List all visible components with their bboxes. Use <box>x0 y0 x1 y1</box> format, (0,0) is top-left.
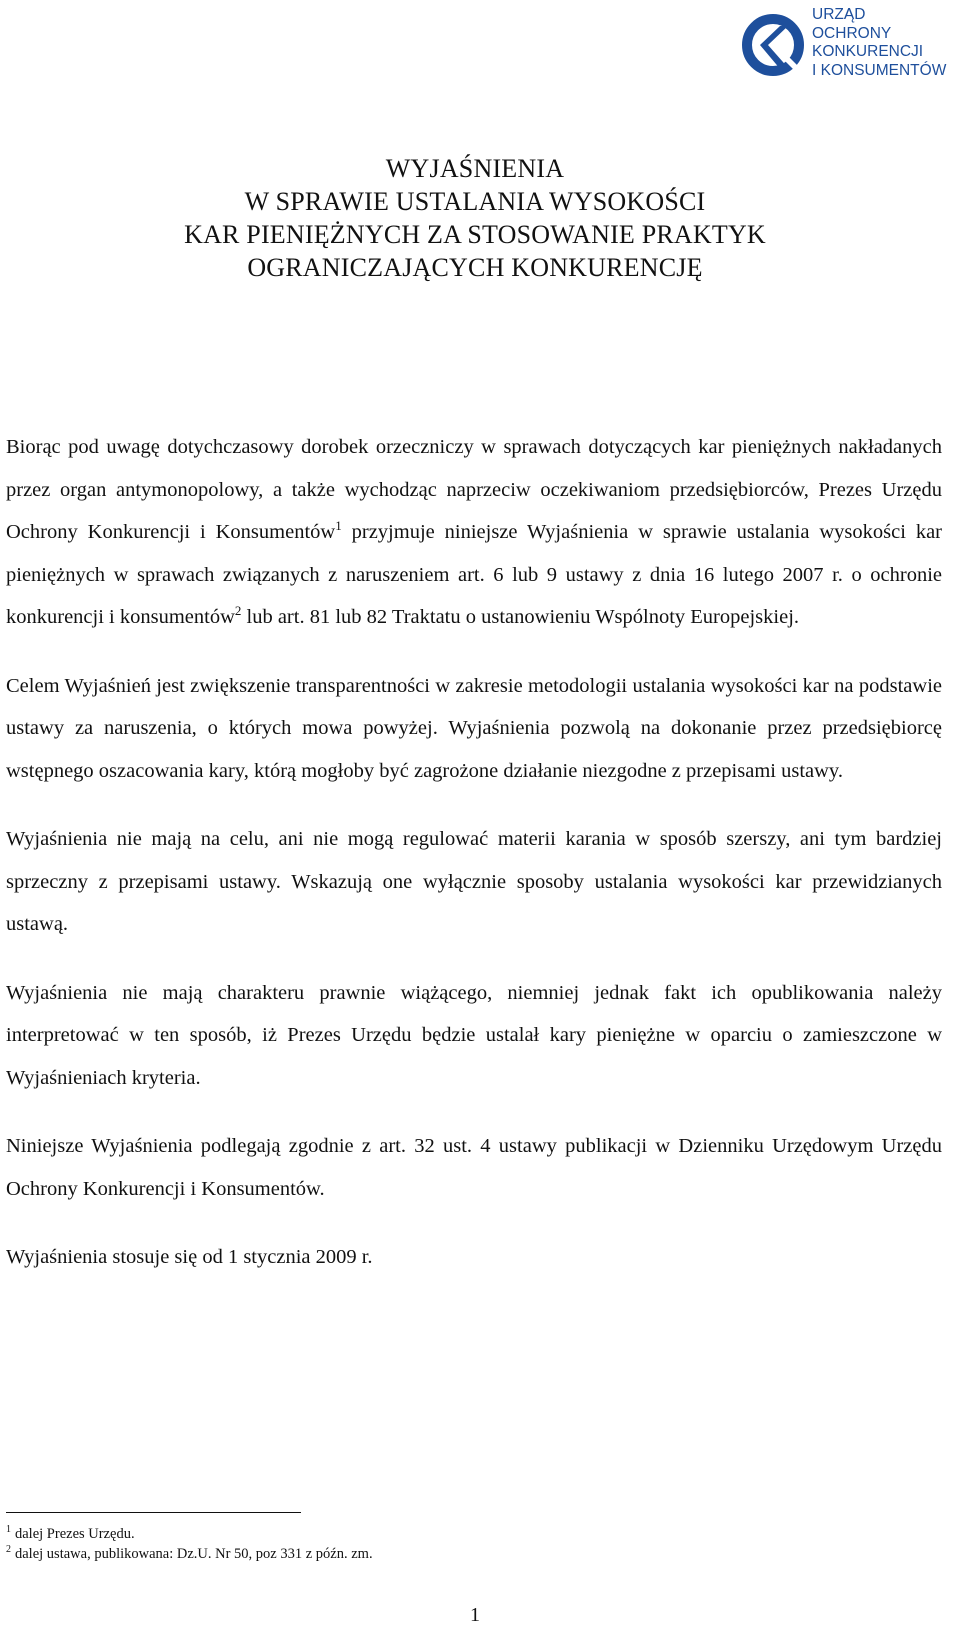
logo-wordmark <box>812 6 946 80</box>
footnote-ref-1[interactable]: 1 <box>335 518 342 533</box>
footnote-1-text: dalej Prezes Urzędu. <box>15 1526 135 1542</box>
footnote-2-number: 2 <box>6 1544 11 1555</box>
footnote-ref-2[interactable]: 2 <box>234 603 242 618</box>
footnote-2-text: dalej ustawa, publikowana: Dz.U. Nr 50, poz 331 z późn. zm. <box>15 1546 373 1562</box>
uokik-logo <box>738 4 958 84</box>
paragraph-6: Wyjaśnienia stosuje się od 1 stycznia 2009 r. <box>6 1246 373 1268</box>
footnote-1-number: 1 <box>6 1524 11 1535</box>
paragraph-1-part-a: Biorąc pod uwagę dotychczasowy dorobek orzeczniczy w sprawach dotyczących kar pieniężnych nakładanych przez organ antymonopolowy, a także wychodząc naprzeciw oczekiwaniom przedsiębiorców, Prezes Urzędu Ochrony Konkurencji i Konsumentów <box>6 436 942 543</box>
paragraph-3: Wyjaśnienia nie mają na celu, ani nie mogą regulować materii karania w sposób szerszy, ani tym bardziej sprzeczny z przepisami ustawy. Wskazują one wyłącznie sposoby ustalania wysokości kar przewidzianych ustawą. <box>6 828 942 935</box>
logo-line-4: I KONSUMENTÓW <box>812 61 947 79</box>
logo-line-2: OCHRONY <box>812 24 892 42</box>
paragraph-4: Wyjaśnienia nie mają charakteru prawnie wiążącego, niemniej jednak fakt ich opublikowania należy interpretować w ten sposób, iż Prezes Urzędu będzie ustalał kary pieniężne w oparciu o zamieszczone w Wyjaśnieniach kryteria. <box>6 981 942 1089</box>
title-line-2: W SPRAWIE USTALANIA WYSOKOŚCI <box>244 187 706 216</box>
footnote-1 <box>6 1524 373 1544</box>
title-line-3: KAR PIENIĘŻNYCH ZA STOSOWANIE PRAKTYK <box>184 220 766 249</box>
paragraph-2: Celem Wyjaśnień jest zwiększenie transparentności w zakresie metodologii ustalania wysokości kar na podstawie ustawy za naruszenia, o których mowa powyżej. Wyjaśnienia pozwolą na dokonanie przez przedsiębiorcę wstępnego oszacowania kary, którą mogłoby być zagrożone działanie niezgodne z przepisami ustawy. <box>6 674 942 782</box>
uokik-logo-icon <box>740 10 810 80</box>
title-line-1: WYJAŚNIENIA <box>385 154 565 183</box>
paragraph-1-part-b: przyjmuje niniejsze Wyjaśnienia w sprawie ustalania wysokości kar pieniężnych w sprawach związanych z naruszeniem art. 6 lub 9 ustawy z dnia 16 lutego 2007 r. o ochronie konkurencji i konsumentów <box>6 521 942 628</box>
document-body <box>6 426 942 1305</box>
paragraph-5: Niniejsze Wyjaśnienia podlegają zgodnie z art. 32 ust. 4 ustawy publikacji w Dzienniku Urzędowym Urzędu Ochrony Konkurencji i Konsumentów. <box>6 1135 942 1200</box>
page-number: 1 <box>470 1604 480 1626</box>
logo-line-3: KONKURENCJI <box>812 43 924 60</box>
footnote-2 <box>6 1544 373 1564</box>
footnote-separator <box>6 1512 301 1513</box>
footnotes <box>6 1524 373 1564</box>
document-title <box>0 152 950 284</box>
title-line-4: OGRANICZAJĄCYCH KONKURENCJĘ <box>247 253 703 282</box>
paragraph-1 <box>6 426 942 639</box>
paragraph-1-part-c: lub art. 81 lub 82 Traktatu o ustanowieniu Wspólnoty Europejskiej. <box>241 606 800 628</box>
logo-line-1: URZĄD <box>812 6 866 23</box>
